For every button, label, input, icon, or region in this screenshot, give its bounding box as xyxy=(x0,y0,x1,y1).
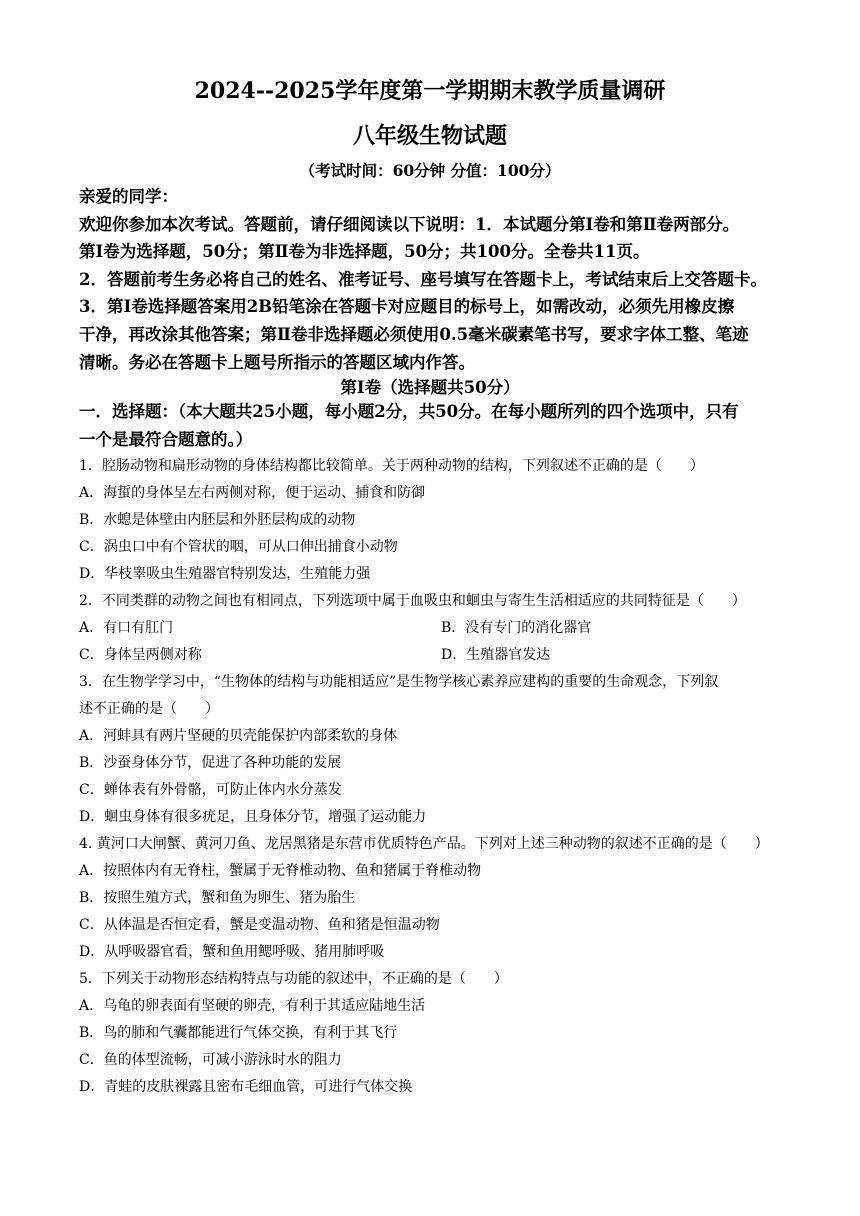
option-b: B．水螅是体壁由内胚层和外胚层构成的动物 xyxy=(79,512,356,528)
question-stem: 4. 黄河口大闸蟹、黄河刀鱼、龙居黑猪是东营市优质特色产品。下列对上述三种动物的叙述不正确的是（ ） xyxy=(79,836,769,852)
option-d: D．生殖器官发达 xyxy=(441,647,551,663)
question-2 xyxy=(79,588,791,669)
question-stem: 3．在生物学学习中，“生物体的结构与功能相适应”是生物学核心素养应建构的重要的生命观念，下列叙 xyxy=(79,674,719,690)
section-heading-line: 一．选择题：（本大题共25小题，每小题2分，共50分。在每小题所列的四个选项中，只有 xyxy=(79,402,739,421)
option-b: B．没有专门的消化器官 xyxy=(441,620,592,636)
option-c: C．鱼的体型流畅，可减小游泳时水的阻力 xyxy=(79,1052,342,1068)
option-c: C．从体温是否恒定看，蟹是变温动物、鱼和猪是恒温动物 xyxy=(79,917,440,933)
question-1 xyxy=(79,453,791,588)
option-a: A．按照体内有无脊柱，蟹属于无脊椎动物、鱼和猪属于脊椎动物 xyxy=(79,863,482,879)
question-stem: 5．下列关于动物形态结构特点与功能的叙述中，不正确的是（ ） xyxy=(79,971,508,987)
section-heading xyxy=(79,398,787,453)
option-c: C．身体呈两侧对称 xyxy=(79,647,202,663)
option-d: D．蛔虫身体有很多疣足，且身体分节，增强了运动能力 xyxy=(79,809,427,825)
option-a: A．河蚌具有两片坚硬的贝壳能保护内部柔软的身体 xyxy=(79,728,398,744)
instruction-line: 第Ⅰ卷为选择题，50分；第Ⅱ卷为非选择题，50分；共100分。全卷共11页。 xyxy=(79,242,650,262)
question-4 xyxy=(79,831,791,966)
option-c: C．蝉体表有外骨骼，可防止体内水分蒸发 xyxy=(79,782,342,798)
instruction-line: 清晰。务必在答题卡上题号所指示的答题区域内作答。 xyxy=(79,352,475,372)
option-a: A．海蜇的身体呈左右两侧对称，便于运动、捕食和防御 xyxy=(79,485,426,501)
option-row xyxy=(79,642,791,669)
option-d: D．华枝睾吸虫生殖器官特别发达，生殖能力强 xyxy=(79,566,371,582)
option-b: B．鸟的肺和气囊都能进行气体交换，有利于其飞行 xyxy=(79,1025,398,1041)
instruction-line: 干净，再改涂其他答案；第Ⅱ卷非选择题必须使用0.5毫米碳素笔书写，要求字体工整、笔迹 xyxy=(79,324,749,344)
option-row xyxy=(79,615,791,642)
question-stem: 2．不同类群的动物之间也有相同点，下列选项中属于血吸虫和蛔虫与寄生生活相适应的共同特征是（ ） xyxy=(79,593,746,609)
greeting: 亲爱的同学： xyxy=(79,187,178,206)
option-d: D．青蛙的皮肤裸露且密布毛细血管，可进行气体交换 xyxy=(79,1079,413,1095)
section-heading-line: 一个是最符合题意的。） xyxy=(79,429,253,449)
exam-subtitle: 八年级生物试题 xyxy=(352,123,507,149)
section-title: 第Ⅰ卷（选择题共50分） xyxy=(340,378,520,397)
instruction-line: 2．答题前考生务必将自己的姓名、准考证号、座号填写在答题卡上，考试结束后上交答题卡。 xyxy=(79,269,767,289)
option-a: A．有口有肛门 xyxy=(79,620,174,636)
questions xyxy=(79,453,791,1101)
exam-title: 2024--2025学年度第一学期期末教学质量调研 xyxy=(194,78,666,104)
option-d: D．从呼吸器官看，蟹和鱼用鳃呼吸、猪用肺呼吸 xyxy=(79,944,385,960)
option-b: B．按照生殖方式，蟹和鱼为卵生、猪为胎生 xyxy=(79,890,356,906)
question-3 xyxy=(79,669,791,831)
exam-info: （考试时间：60分钟 分值：100分） xyxy=(299,161,561,180)
question-stem: 1．腔肠动物和扁形动物的身体结构都比较简单。关于两种动物的结构，下列叙述不正确的是（ ） xyxy=(79,458,704,474)
option-b: B．沙蚕身体分节，促进了各种功能的发展 xyxy=(79,755,342,771)
instruction-line: 3．第Ⅰ卷选择题答案用2B铅笔涂在答题卡对应题目的标号上，如需改动，必须先用橡皮擦 xyxy=(79,297,735,317)
question-stem-cont: 述不正确的是（ ） xyxy=(79,701,219,717)
option-a: A．乌龟的卵表面有坚硬的卵壳，有利于其适应陆地生活 xyxy=(79,998,426,1014)
instructions xyxy=(79,183,787,376)
instruction-line: 欢迎你参加本次考试。答题前，请仔细阅读以下说明：1．本试题分第Ⅰ卷和第Ⅱ卷两部分。 xyxy=(79,214,740,234)
question-5 xyxy=(79,966,791,1101)
option-c: C．涡虫口中有个管状的咽，可从口伸出捕食小动物 xyxy=(79,539,398,555)
